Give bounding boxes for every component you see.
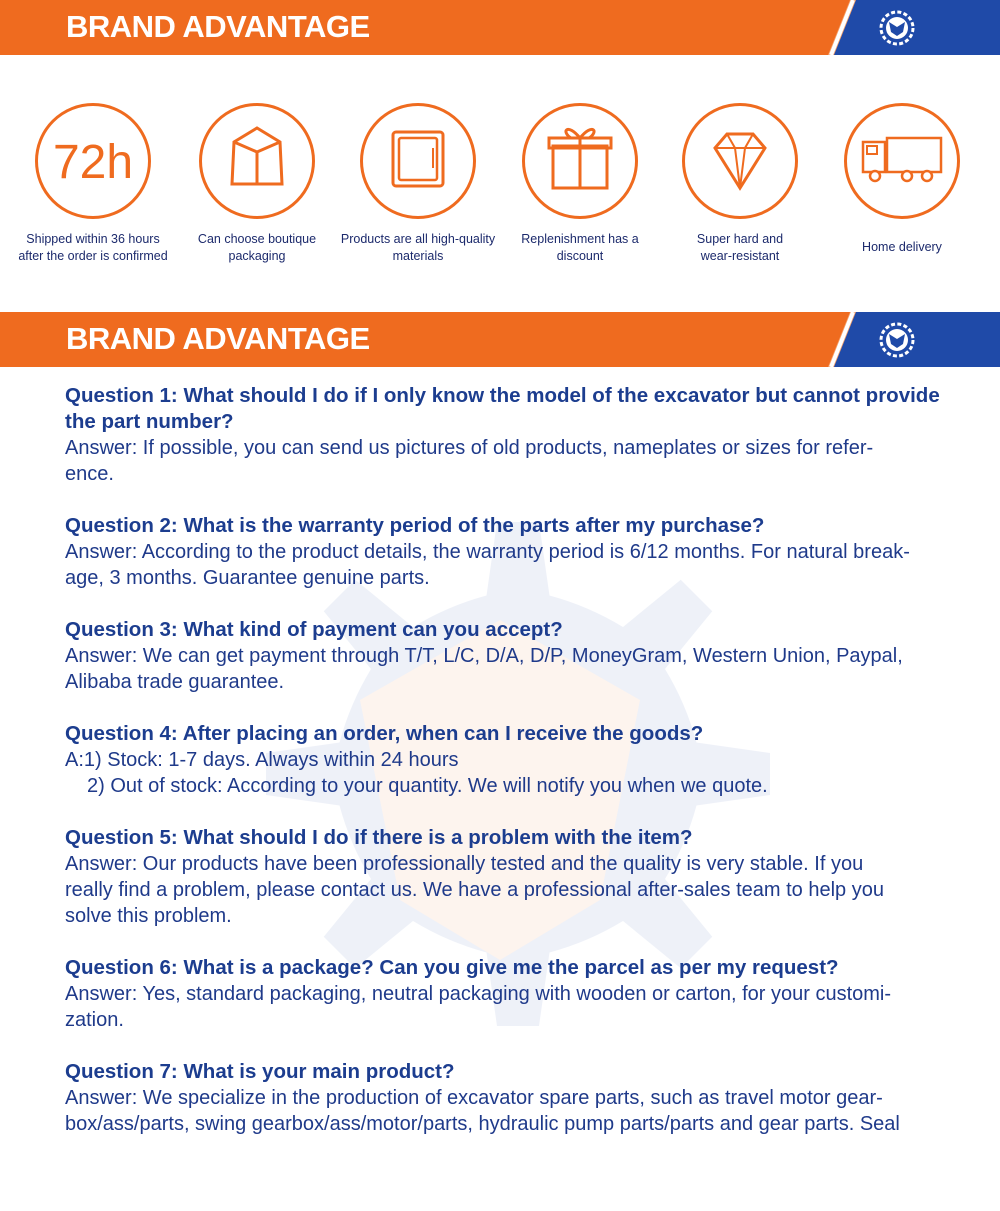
feature-caption: Can choose boutique packaging (197, 232, 317, 263)
truck-icon (847, 106, 957, 216)
faq-list (65, 383, 955, 1137)
gift-icon (525, 106, 635, 216)
faq-question: Question 5: What should I do if there is a problem with the item? (65, 826, 693, 849)
feature-caption: Products are all high-quality materials (340, 232, 496, 263)
feature-packaging (172, 103, 342, 265)
svg-text:72h: 72h (52, 136, 134, 189)
faq-question: Question 7: What is your main product? (65, 1060, 455, 1083)
diamond-icon (685, 106, 795, 216)
feature-wear-resistant (655, 103, 825, 265)
banner-title: BRAND ADVANTAGE (66, 9, 370, 44)
faq-answer-line: really find a problem, please contact us. We have a professional after-sales team to help you (65, 879, 884, 901)
faq-answer-line: Answer: We can get payment through T/T, L/C, D/A, D/P, MoneyGram, Western Union, Paypal, (65, 645, 903, 667)
feature-quality (333, 103, 503, 265)
faq-answer-line: A:1) Stock: 1-7 days. Always within 24 hours (65, 749, 459, 771)
feature-72h (8, 103, 178, 265)
faq-answer-line: Alibaba trade guarantee. (65, 671, 285, 693)
brand-advantage-banner-faq (0, 312, 1000, 367)
faq-answer-line: Answer: Our products have been professionally tested and the quality is very stable. If you (65, 853, 864, 875)
feature-circle (844, 103, 960, 219)
brand-advantage-banner-top (0, 0, 1000, 55)
feature-circle (360, 103, 476, 219)
faq-item (65, 721, 955, 799)
feature-caption: Super hard and wear-resistant (696, 232, 784, 263)
feature-circle (682, 103, 798, 219)
faq-answer-line: Answer: According to the product details, the warranty period is 6/12 months. For natural break- (65, 541, 910, 563)
faq-item (65, 825, 955, 929)
faq-answer-line: ence. (65, 463, 114, 485)
faq-answer-line: box/ass/parts, swing gearbox/ass/motor/parts, hydraulic pump parts/parts and gear parts. Seal (65, 1113, 900, 1135)
faq-answer-line: solve this problem. (65, 905, 232, 927)
faq-item (65, 1059, 955, 1137)
faq-item (65, 383, 955, 487)
faq-question: Question 1: What should I do if I only know the model of the excavator but cannot provide the part number? (65, 384, 940, 433)
faq-answer-line: Answer: Yes, standard packaging, neutral packaging with wooden or carton, for your customi- (65, 983, 892, 1005)
72h-icon (38, 106, 148, 216)
faq-answer-line: zation. (65, 1009, 124, 1031)
faq-question: Question 2: What is the warranty period of the parts after my purchase? (65, 514, 765, 537)
feature-circle (199, 103, 315, 219)
faq-item (65, 513, 955, 591)
brand-logo-icon (877, 8, 917, 48)
faq-answer-line: Answer: We specialize in the production of excavator spare parts, such as travel motor gear- (65, 1087, 883, 1109)
banner-title: BRAND ADVANTAGE (66, 321, 370, 356)
faq-item (65, 955, 955, 1033)
feature-caption: Replenishment has a discount (521, 232, 639, 263)
tent-icon (202, 106, 312, 216)
feature-circle (35, 103, 151, 219)
feature-home-delivery (817, 103, 987, 256)
feature-caption: Shipped within 36 hours after the order is confirmed (18, 232, 168, 263)
box-icon (363, 106, 473, 216)
faq-answer-line: age, 3 months. Guarantee genuine parts. (65, 567, 430, 589)
feature-circle (522, 103, 638, 219)
faq-question: Question 4: After placing an order, when can I receive the goods? (65, 722, 704, 745)
faq-question: Question 3: What kind of payment can you accept? (65, 618, 563, 641)
faq-answer-line: 2) Out of stock: According to your quantity. We will notify you when we quote. (87, 775, 768, 797)
faq-answer-line: Answer: If possible, you can send us pictures of old products, nameplates or sizes for refer- (65, 437, 874, 459)
brand-logo-icon (877, 320, 917, 360)
faq-item (65, 617, 955, 695)
feature-caption: Home delivery (862, 240, 942, 254)
feature-discount (495, 103, 665, 265)
faq-question: Question 6: What is a package? Can you give me the parcel as per my request? (65, 956, 839, 979)
